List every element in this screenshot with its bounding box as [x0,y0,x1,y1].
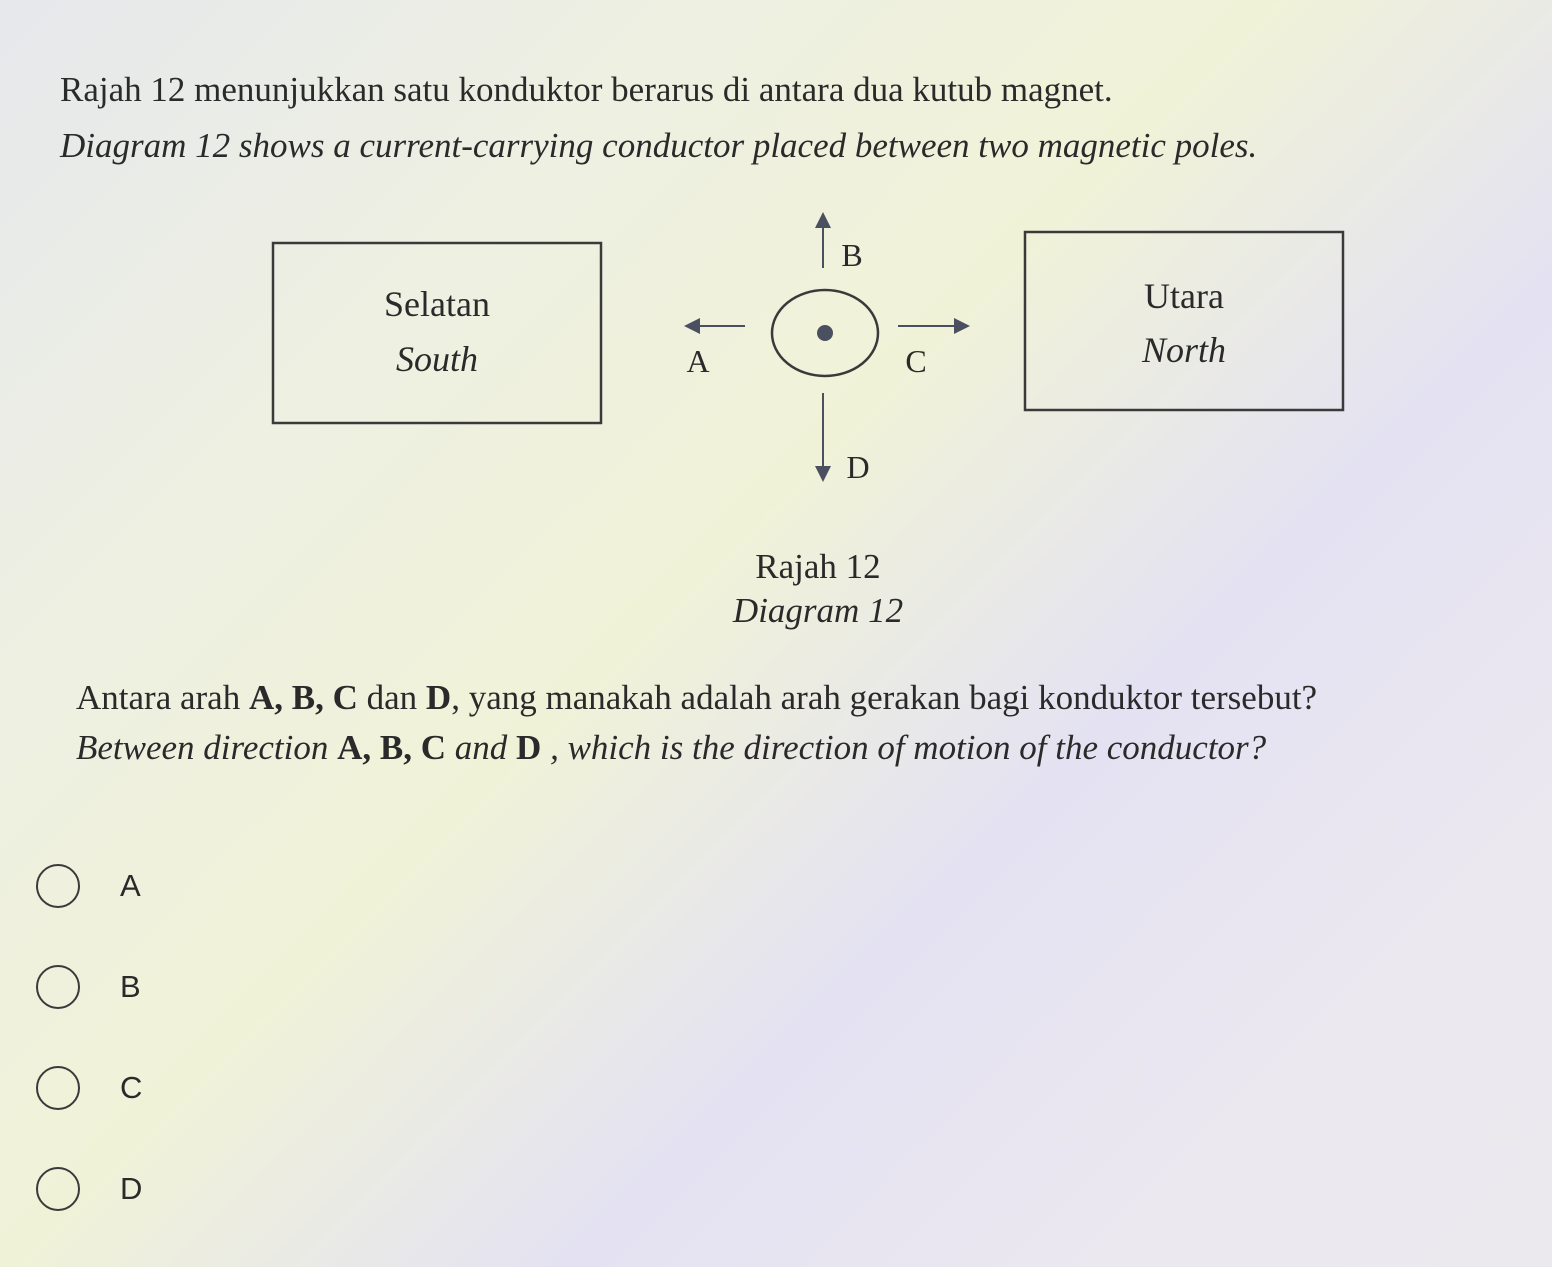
prompt-en-bold: A, B, C [337,728,447,767]
arrow-down-icon [815,466,831,482]
prompt-en-text: Between direction [76,728,338,767]
prompt-en-text: , which is the direction of motion of the conductor? [541,728,1267,767]
option-b[interactable] [36,962,141,1012]
direction-a-label: A [686,343,710,379]
south-pole-box [273,243,601,423]
direction-d-label: D [846,449,870,485]
option-a-label[interactable]: A [120,868,141,903]
arrow-left-icon [684,318,700,334]
diagram-caption-ms: Rajah 12 [755,547,881,586]
prompt-ms-text: dan [357,678,426,717]
prompt-ms-text: , yang manakah adalah arah gerakan bagi konduktor tersebut? [451,678,1318,717]
option-c-label[interactable]: C [120,1070,143,1105]
question-prompt-en [76,730,1266,765]
direction-c-label: C [905,343,927,379]
question-intro-en: Diagram 12 shows a current-carrying conductor placed between two magnetic poles. [60,126,1258,165]
north-pole-label-ms: Utara [1144,276,1224,316]
prompt-ms-bold: A, B, C [248,678,358,717]
south-pole-label-en: South [395,339,479,379]
question-intro-ms: Rajah 12 menunjukkan satu konduktor berarus di antara dua kutub magnet. [60,70,1113,109]
south-pole-label-ms: Selatan [384,284,490,324]
radio-button-icon[interactable] [36,965,80,1009]
direction-b-label: B [841,237,863,273]
option-d-label[interactable]: D [120,1171,143,1206]
prompt-ms-text: Antara arah [76,678,249,717]
radio-button-icon[interactable] [36,1167,80,1211]
north-pole-box [1025,232,1343,410]
radio-button-icon[interactable] [36,864,80,908]
arrow-right-icon [954,318,970,334]
diagram-caption-en: Diagram 12 [732,591,904,630]
prompt-ms-bold: D [425,678,452,717]
option-b-label[interactable]: B [120,969,141,1004]
current-dot-icon [817,325,833,341]
option-d[interactable] [36,1164,142,1214]
radio-button-icon[interactable] [36,1066,80,1110]
arrow-up-icon [815,212,831,228]
option-c[interactable] [36,1063,142,1113]
north-pole-label-en: North [1141,330,1227,370]
option-a[interactable] [36,861,141,911]
question-prompt-ms [76,680,1317,715]
prompt-en-text: and [446,728,517,767]
prompt-en-bold: D [516,728,542,767]
